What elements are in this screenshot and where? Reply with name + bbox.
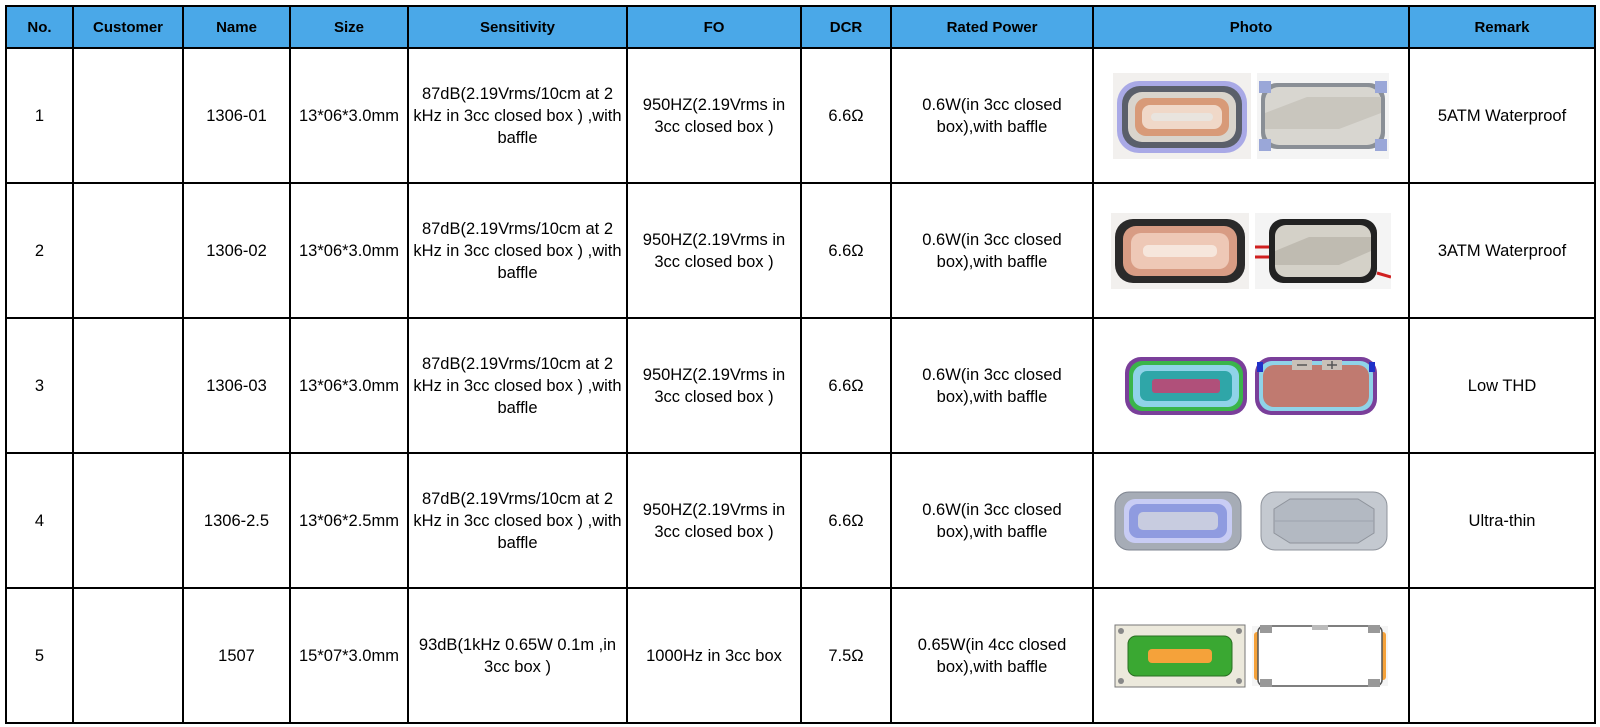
header-sensitivity: Sensitivity xyxy=(408,6,627,48)
cell-rated-power: 0.6W(in 3cc closed box),with baffle xyxy=(891,318,1093,453)
speaker-back-drawing xyxy=(1252,624,1388,688)
header-customer: Customer xyxy=(73,6,183,48)
speaker-back-photo xyxy=(1255,213,1391,289)
cell-sensitivity: 93dB(1kHz 0.65W 0.1m ,in 3cc box ) xyxy=(408,588,627,723)
cell-customer xyxy=(73,453,183,588)
cell-dcr: 6.6Ω xyxy=(801,318,891,453)
header-photo: Photo xyxy=(1093,6,1409,48)
cell-name: 1306-03 xyxy=(183,318,290,453)
speaker-front-drawing xyxy=(1124,356,1248,416)
header-remark: Remark xyxy=(1409,6,1595,48)
cell-fo: 1000Hz in 3cc box xyxy=(627,588,801,723)
cell-rated-power: 0.6W(in 3cc closed box),with baffle xyxy=(891,48,1093,183)
cell-size: 13*06*3.0mm xyxy=(290,183,408,318)
cell-size: 13*06*2.5mm xyxy=(290,453,408,588)
speaker-front-drawing xyxy=(1114,624,1246,688)
table-row xyxy=(6,183,1595,318)
cell-photo xyxy=(1093,183,1409,318)
cell-no: 5 xyxy=(6,588,73,723)
cell-size: 15*07*3.0mm xyxy=(290,588,408,723)
cell-rated-power: 0.65W(in 4cc closed box),with baffle xyxy=(891,588,1093,723)
cell-name: 1306-02 xyxy=(183,183,290,318)
speaker-back-photo xyxy=(1257,73,1389,159)
cell-remark xyxy=(1409,588,1595,723)
cell-customer xyxy=(73,183,183,318)
cell-sensitivity: 87dB(2.19Vrms/10cm at 2 kHz in 3cc closed box ) ,with baffle xyxy=(408,318,627,453)
header-dcr: DCR xyxy=(801,6,891,48)
cell-dcr: 7.5Ω xyxy=(801,588,891,723)
header-fo: FO xyxy=(627,6,801,48)
cell-fo: 950HZ(2.19Vrms in 3cc closed box ) xyxy=(627,183,801,318)
cell-name: 1306-01 xyxy=(183,48,290,183)
cell-sensitivity: 87dB(2.19Vrms/10cm at 2 kHz in 3cc closed box ) ,with baffle xyxy=(408,183,627,318)
cell-sensitivity: 87dB(2.19Vrms/10cm at 2 kHz in 3cc closed box ) ,with baffle xyxy=(408,453,627,588)
cell-fo: 950HZ(2.19Vrms in 3cc closed box ) xyxy=(627,453,801,588)
cell-size: 13*06*3.0mm xyxy=(290,318,408,453)
cell-name: 1306-2.5 xyxy=(183,453,290,588)
table-row xyxy=(6,318,1595,453)
cell-sensitivity: 87dB(2.19Vrms/10cm at 2 kHz in 3cc closed box ) ,with baffle xyxy=(408,48,627,183)
speaker-back-render xyxy=(1260,491,1388,551)
cell-name: 1507 xyxy=(183,588,290,723)
cell-remark: 3ATM Waterproof xyxy=(1409,183,1595,318)
cell-no: 2 xyxy=(6,183,73,318)
cell-customer xyxy=(73,48,183,183)
header-name: Name xyxy=(183,6,290,48)
cell-no: 3 xyxy=(6,318,73,453)
cell-photo xyxy=(1093,318,1409,453)
cell-fo: 950HZ(2.19Vrms in 3cc closed box ) xyxy=(627,48,801,183)
cell-dcr: 6.6Ω xyxy=(801,183,891,318)
table-row xyxy=(6,588,1595,723)
cell-remark: Ultra-thin xyxy=(1409,453,1595,588)
speaker-front-render xyxy=(1114,491,1242,551)
cell-rated-power: 0.6W(in 3cc closed box),with baffle xyxy=(891,183,1093,318)
cell-photo xyxy=(1093,588,1409,723)
cell-photo xyxy=(1093,453,1409,588)
table-row xyxy=(6,453,1595,588)
cell-rated-power: 0.6W(in 3cc closed box),with baffle xyxy=(891,453,1093,588)
header-size: Size xyxy=(290,6,408,48)
speaker-back-drawing xyxy=(1254,356,1378,416)
cell-dcr: 6.6Ω xyxy=(801,453,891,588)
cell-remark: Low THD xyxy=(1409,318,1595,453)
header-row xyxy=(6,6,1595,48)
header-rated-power: Rated Power xyxy=(891,6,1093,48)
speaker-front-photo xyxy=(1113,73,1251,159)
cell-no: 1 xyxy=(6,48,73,183)
cell-dcr: 6.6Ω xyxy=(801,48,891,183)
cell-fo: 950HZ(2.19Vrms in 3cc closed box ) xyxy=(627,318,801,453)
cell-size: 13*06*3.0mm xyxy=(290,48,408,183)
cell-customer xyxy=(73,318,183,453)
table-row xyxy=(6,48,1595,183)
cell-remark: 5ATM Waterproof xyxy=(1409,48,1595,183)
speaker-spec-table xyxy=(5,5,1596,724)
cell-no: 4 xyxy=(6,453,73,588)
header-no: No. xyxy=(6,6,73,48)
speaker-front-photo xyxy=(1111,213,1249,289)
cell-photo xyxy=(1093,48,1409,183)
cell-customer xyxy=(73,588,183,723)
